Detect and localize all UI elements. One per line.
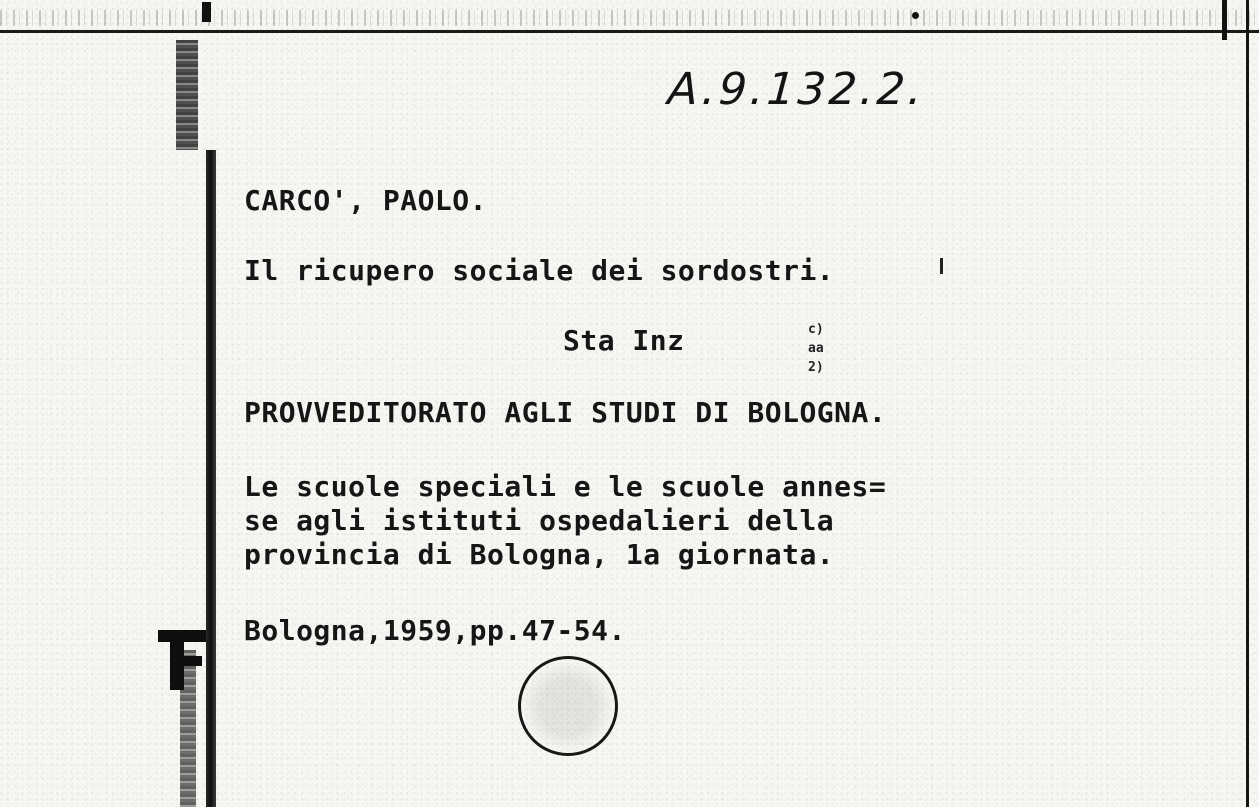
top-border-line	[0, 30, 1259, 33]
left-edge-strip	[176, 40, 198, 150]
scan-mark	[202, 2, 211, 22]
right-border-line	[1246, 0, 1249, 807]
location-mark-part: c)	[808, 322, 824, 337]
clip-mark	[158, 630, 206, 690]
location-mark-part: 2)	[808, 360, 824, 375]
scan-mark	[1222, 0, 1227, 40]
collection-line: provincia di Bologna, 1a giornata.	[244, 538, 835, 571]
location: Sta Inz	[563, 324, 685, 357]
title: Il ricupero sociale dei sordostri.	[244, 254, 835, 287]
author: CARCO', PAOLO.	[244, 184, 488, 217]
imprint: Bologna,1959,pp.47-54.	[244, 614, 626, 647]
collection-line: Le scuole speciali e le scuole annes=	[244, 470, 887, 503]
tick-mark	[940, 258, 943, 274]
shelfmark: A.9.132.2.	[666, 64, 927, 115]
collection	[244, 470, 886, 572]
corporate-author: PROVVEDITORATO AGLI STUDI DI BOLOGNA.	[244, 396, 887, 429]
punch-hole	[518, 656, 618, 756]
location-mark	[808, 320, 824, 382]
left-margin-bar	[206, 150, 216, 807]
scan-edge-strip	[0, 10, 1259, 26]
scan-mark	[912, 12, 919, 19]
location-mark-part: aa	[808, 341, 824, 356]
collection-line: se agli istituti ospedalieri della	[244, 504, 835, 537]
